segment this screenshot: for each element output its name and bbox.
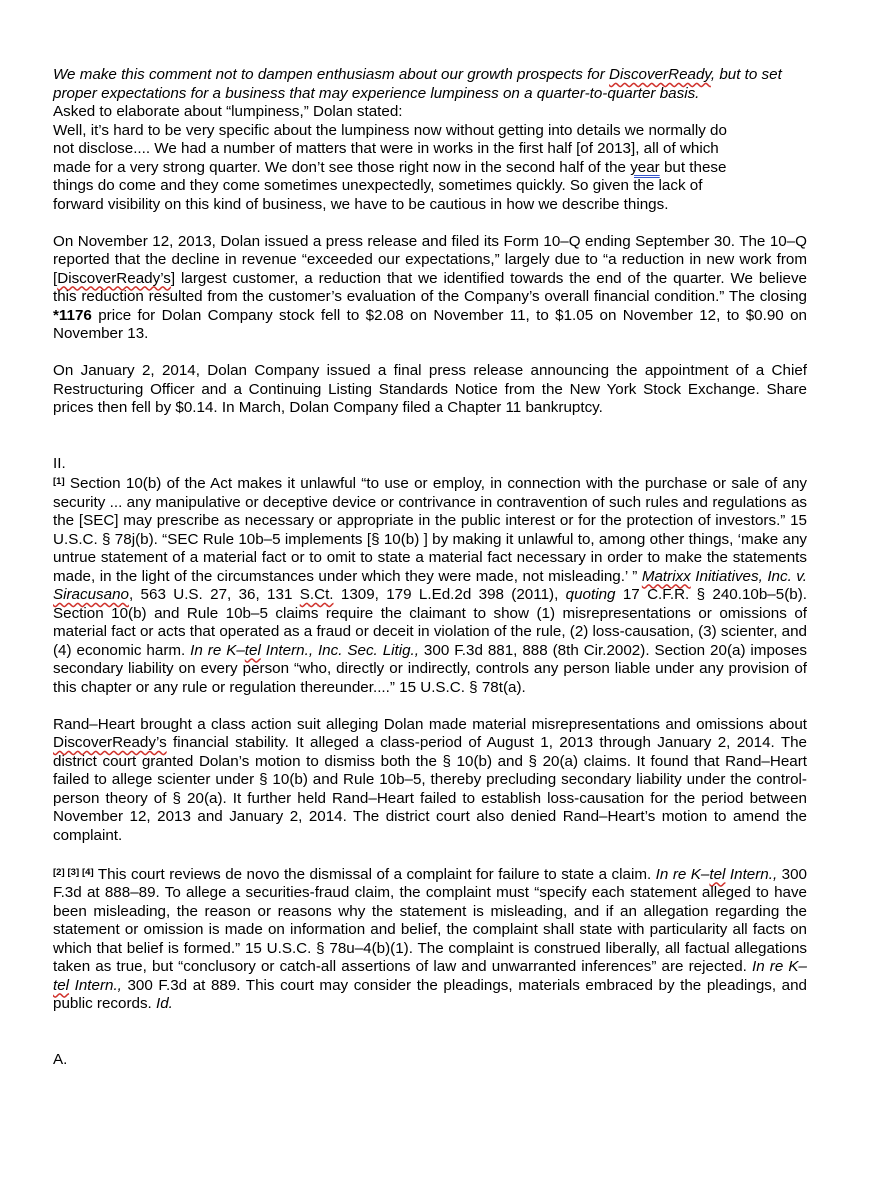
text-run: Intern., <box>725 865 778 883</box>
text-run: In re K– <box>190 641 245 659</box>
spell-flag: S.Ct. <box>299 586 334 603</box>
star-page: *1176 <box>53 306 92 324</box>
text-run: ] largest customer, a reduction that we identified towards the end of the quarter. We believe this reduction resulted from the customer’s evaluation of the Company’s overall financial condition.” The closing <box>53 269 807 305</box>
spell-flag: DiscoverReady’s <box>57 269 171 287</box>
spell-flag: tel <box>53 976 70 994</box>
november-paragraph <box>53 233 807 344</box>
january-paragraph: On January 2, 2014, Dolan Company issued a final press release announcing the appointment of a Chief Restructuring Officer and a Continuing Listing Standards Notice from the New York Stock Exchange. Share prices then fell by $0.14. In March, Dolan Company filed a Chapter 11 bankruptcy. <box>53 362 807 416</box>
spell-flag: DiscoverReady’s <box>53 734 167 751</box>
text-run: quoting <box>565 586 616 603</box>
footnote-marker: [1] <box>53 476 65 487</box>
text-run: 300 F.3d at 889. This court may consider the pleadings, materials embraced by the pleadings, and public records. <box>53 976 807 1012</box>
intro-comment <box>53 66 807 103</box>
text-run: In re K– <box>655 865 710 883</box>
text-run: In re K– <box>752 958 807 975</box>
text-run: , but to set proper expectations for a business that may experience lumpiness on a quarter-to-quarter basis. <box>53 66 782 102</box>
text-run: Intern., Inc. Sec. Litig., <box>260 641 419 659</box>
dolan-quote <box>53 122 743 215</box>
review-paragraph <box>53 864 807 1014</box>
text-run: This court reviews de novo the dismissal of a complaint for failure to state a claim. <box>93 865 656 883</box>
footnote-marker: [2] [3] [4] <box>53 866 94 878</box>
asked-line: Asked to elaborate about “lumpiness,” Dolan stated: <box>53 103 403 120</box>
text-run: Intern., <box>69 976 122 994</box>
section-10b-paragraph <box>53 473 807 697</box>
rand-heart-paragraph <box>53 716 807 846</box>
text-run: price for Dolan Company stock fell to $2.08 on November 11, to $1.05 on November 12, to $0.90 on November 13. <box>53 306 807 342</box>
text-run: , 563 U.S. 27, 36, 131 <box>128 586 300 603</box>
text-run: Rand–Heart brought a class action suit alleging Dolan made material misrepresentations and omissions about <box>53 715 807 733</box>
spell-flag: Matrixx <box>641 567 691 585</box>
text-run: We make this comment not to dampen enthusiasm about our growth prospects for <box>53 66 610 83</box>
spell-flag: tel <box>709 865 726 883</box>
text-run: financial stability. It alleged a class-period of August 1, 2013 through January 2, 2014. The district court granted Dolan’s motion to dismiss both the § 10(b) and § 20(a) claims. It found that Rand–Heart failed to allege scienter under § 10(b) and Rule 10b–5, thereby precluding secondary liability under the control-person theory of § 20(a). It further held Rand–Heart failed to establish loss-causation for the period between November 12, 2013 and January 2, 2014. The district court also denied Rand–Heart’s motion to amend the complaint. <box>53 734 807 844</box>
document-page <box>53 66 807 1069</box>
text-run: Well, it’s hard to be very specific about the lumpiness now without getting into details we normally do not disclose.... We had a number of matters that were in works in the first half [of 2013], all of which made for a very strong quarter. We don’t see those right now in the second half of the <box>53 121 727 176</box>
text-run: 300 F.3d at 888–89. To allege a securities-fraud claim, the complaint must “specify each statement alleged to have been misleading, the reason or reasons why the statement is misleading, and if an allegation regarding the statement or omission is made on information and belief, the complaint shall state with particularity all facts on which that belief is formed.” 15 U.S.C. § 78u–4(b)(1). The complaint is construed liberally, all factual allegations taken as true, but “conclusory or catch-all assertions of law and unwarranted inferences” are rejected. <box>53 865 808 975</box>
section-heading-a: A. <box>53 1050 68 1068</box>
text-run: 300 F.3d 881, 888 (8th Cir.2002). Section 20(a) imposes secondary liability on every person “who, directly or indirectly, controls any person liable under any provision of this chapter or any rule or regulation thereunder....” 15 U.S.C. § 78t(a). <box>53 641 807 696</box>
text-run: Initiatives, Inc. v. <box>690 567 807 585</box>
grammar-flag: year <box>630 158 660 176</box>
spell-flag: Siracusano <box>53 586 129 603</box>
spell-flag: DiscoverReady <box>609 66 711 83</box>
text-run: Section 10(b) of the Act makes it unlawful “to use or employ, in connection with the purchase or sale of any security ... any manipulative or deceptive device or contrivance in contravention of such rules and regulations as the [SEC] may prescribe as necessary or appropriate in the public interest or for the protection of investors.” 15 U.S.C. § 78j(b). “SEC Rule 10b–5 implements [§ 10(b) ] by making it unlawful to, among other things, ‘make any untrue statement of a material fact or to omit to state a material fact necessary in order to make the statements made, in the light of the circumstances under which they were made, not misleading.’ ” <box>53 475 807 585</box>
text-run: 17 C.F.R. § 240.10b–5(b). Section 10(b) and Rule 10b–5 claims require the claimant to show (1) misrepresentations or omissions of material fact or acts that operated as a fraud or deceit in violation of the rule, (2) loss-causation, (3) scienter, and (4) economic harm. <box>53 586 807 659</box>
text-run: Id. <box>155 995 173 1012</box>
text-run: 1309, 179 L.Ed.2d 398 (2011), <box>333 586 566 603</box>
text-run: On November 12, 2013, Dolan issued a press release and filed its Form 10–Q ending September 30. The 10–Q reported that the decline in revenue “exceeded our expectations,” largely due to “a reduction in new work from [ <box>53 232 807 287</box>
spell-flag: tel <box>244 641 261 659</box>
section-heading-ii: II. <box>53 454 66 472</box>
text-run: but these things do come and they come sometimes unexpectedly, sometimes quickly. So given the lack of forward visibility on this kind of business, we have to be cautious in how we describe things. <box>53 158 727 213</box>
